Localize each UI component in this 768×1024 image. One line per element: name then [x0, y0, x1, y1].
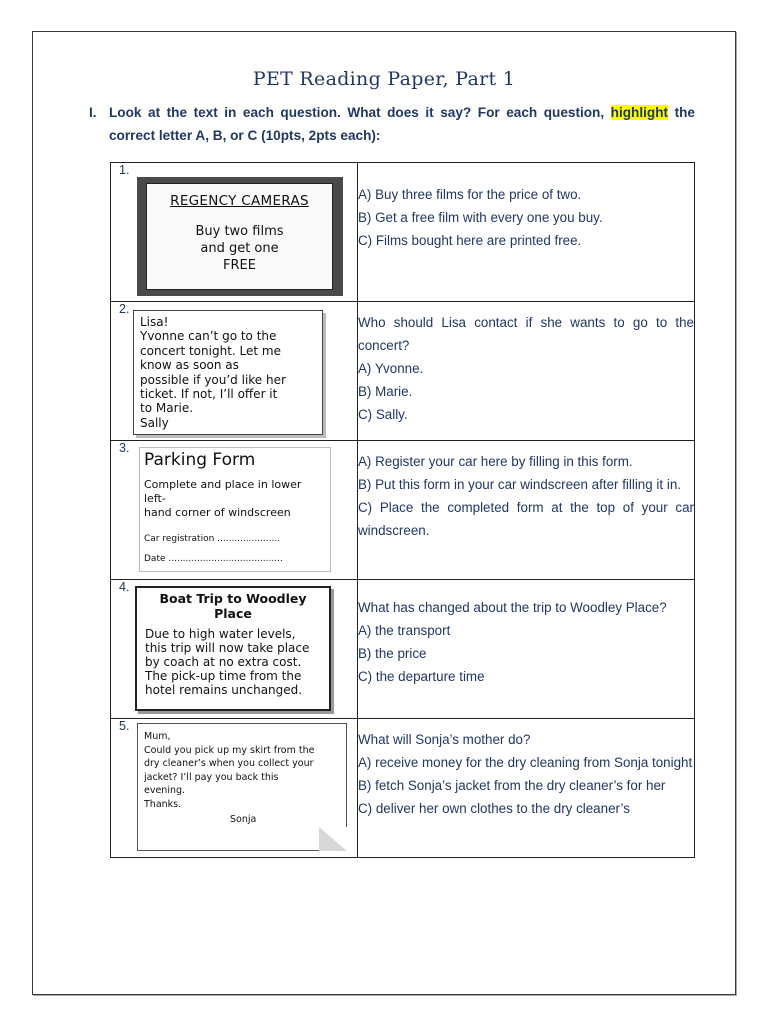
- sign-image: REGENCY CAMERAS Buy two films and get one FREE: [137, 177, 343, 296]
- option: C) deliver her own clothes to the dry cleaner’s: [358, 801, 630, 816]
- option: B) fetch Sonja’s jacket from the dry cleaner’s for her: [358, 778, 666, 793]
- note-signature: Sonja: [230, 814, 257, 825]
- sign-heading: REGENCY CAMERAS: [170, 193, 309, 209]
- note-image: Mum, Could you pick up my skirt from the dry cleaner’s when you collect your jacket? I’ll pay you back this evening. Thanks. Sonja: [137, 723, 347, 851]
- option: A) Yvonne.: [358, 361, 424, 376]
- question-text: What will Sonja’s mother do?: [358, 732, 531, 747]
- notice-image: Boat Trip to Woodley Place Due to high water levels, this trip will now take place by coach at no extra cost. The pick-up time from the hotel remains unchanged.: [135, 586, 331, 711]
- question-row: [111, 441, 695, 580]
- question-options: [358, 302, 695, 441]
- page-title: PET Reading Paper, Part 1: [252, 68, 516, 90]
- option: B) the price: [358, 646, 427, 661]
- instruction-text: Look at the text in each question. What does it say? For each question, highlight the correct letter A, B, or C (10pts, 2pts each):: [109, 105, 695, 143]
- question-options: [358, 580, 695, 719]
- question-number: 1.: [119, 163, 130, 177]
- instruction: [89, 101, 695, 147]
- option: A) the transport: [358, 623, 451, 638]
- question-row: [111, 302, 695, 441]
- option: A) Buy three films for the price of two.: [358, 187, 582, 202]
- question-options: [358, 719, 695, 858]
- question-text: Who should Lisa contact if she wants to go to the concert?: [358, 315, 694, 353]
- question-number: 4.: [119, 580, 130, 594]
- question-number: 5.: [119, 719, 130, 733]
- instruction-number: I.: [89, 105, 97, 120]
- option: C) Place the completed form at the top of your car windscreen.: [358, 500, 694, 538]
- option: A) Register your car here by filling in this form.: [358, 454, 633, 469]
- question-text: What has changed about the trip to Woodley Place?: [358, 600, 667, 615]
- option: A) receive money for the dry cleaning from Sonja tonight: [358, 755, 693, 770]
- option: C) Sally.: [358, 407, 408, 422]
- option: B) Marie.: [358, 384, 413, 399]
- question-options: [358, 441, 695, 580]
- question-row: [111, 163, 695, 302]
- option: B) Get a free film with every one you buy.: [358, 210, 603, 225]
- question-row: [111, 719, 695, 858]
- question-options: [358, 163, 695, 302]
- highlight-word: highlight: [610, 105, 669, 120]
- option: B) Put this form in your car windscreen after filling it in.: [358, 477, 681, 492]
- question-row: [111, 580, 695, 719]
- option: C) Films bought here are printed free.: [358, 233, 582, 248]
- option: C) the departure time: [358, 669, 485, 684]
- form-heading: Parking Form: [144, 450, 256, 470]
- question-number: 2.: [119, 302, 130, 316]
- page-curl-icon: [319, 827, 347, 851]
- note-image: Lisa! Yvonne can’t go to the concert tonight. Let me know as soon as possible if you’d like her ticket. If not, I’ll offer it to Marie. Sally: [133, 310, 323, 435]
- questions-table: [110, 162, 695, 858]
- question-number: 3.: [119, 441, 130, 455]
- form-image: Parking Form Complete and place in lower left- hand corner of windscreen Car registration ...................... Date ........................................: [139, 447, 331, 572]
